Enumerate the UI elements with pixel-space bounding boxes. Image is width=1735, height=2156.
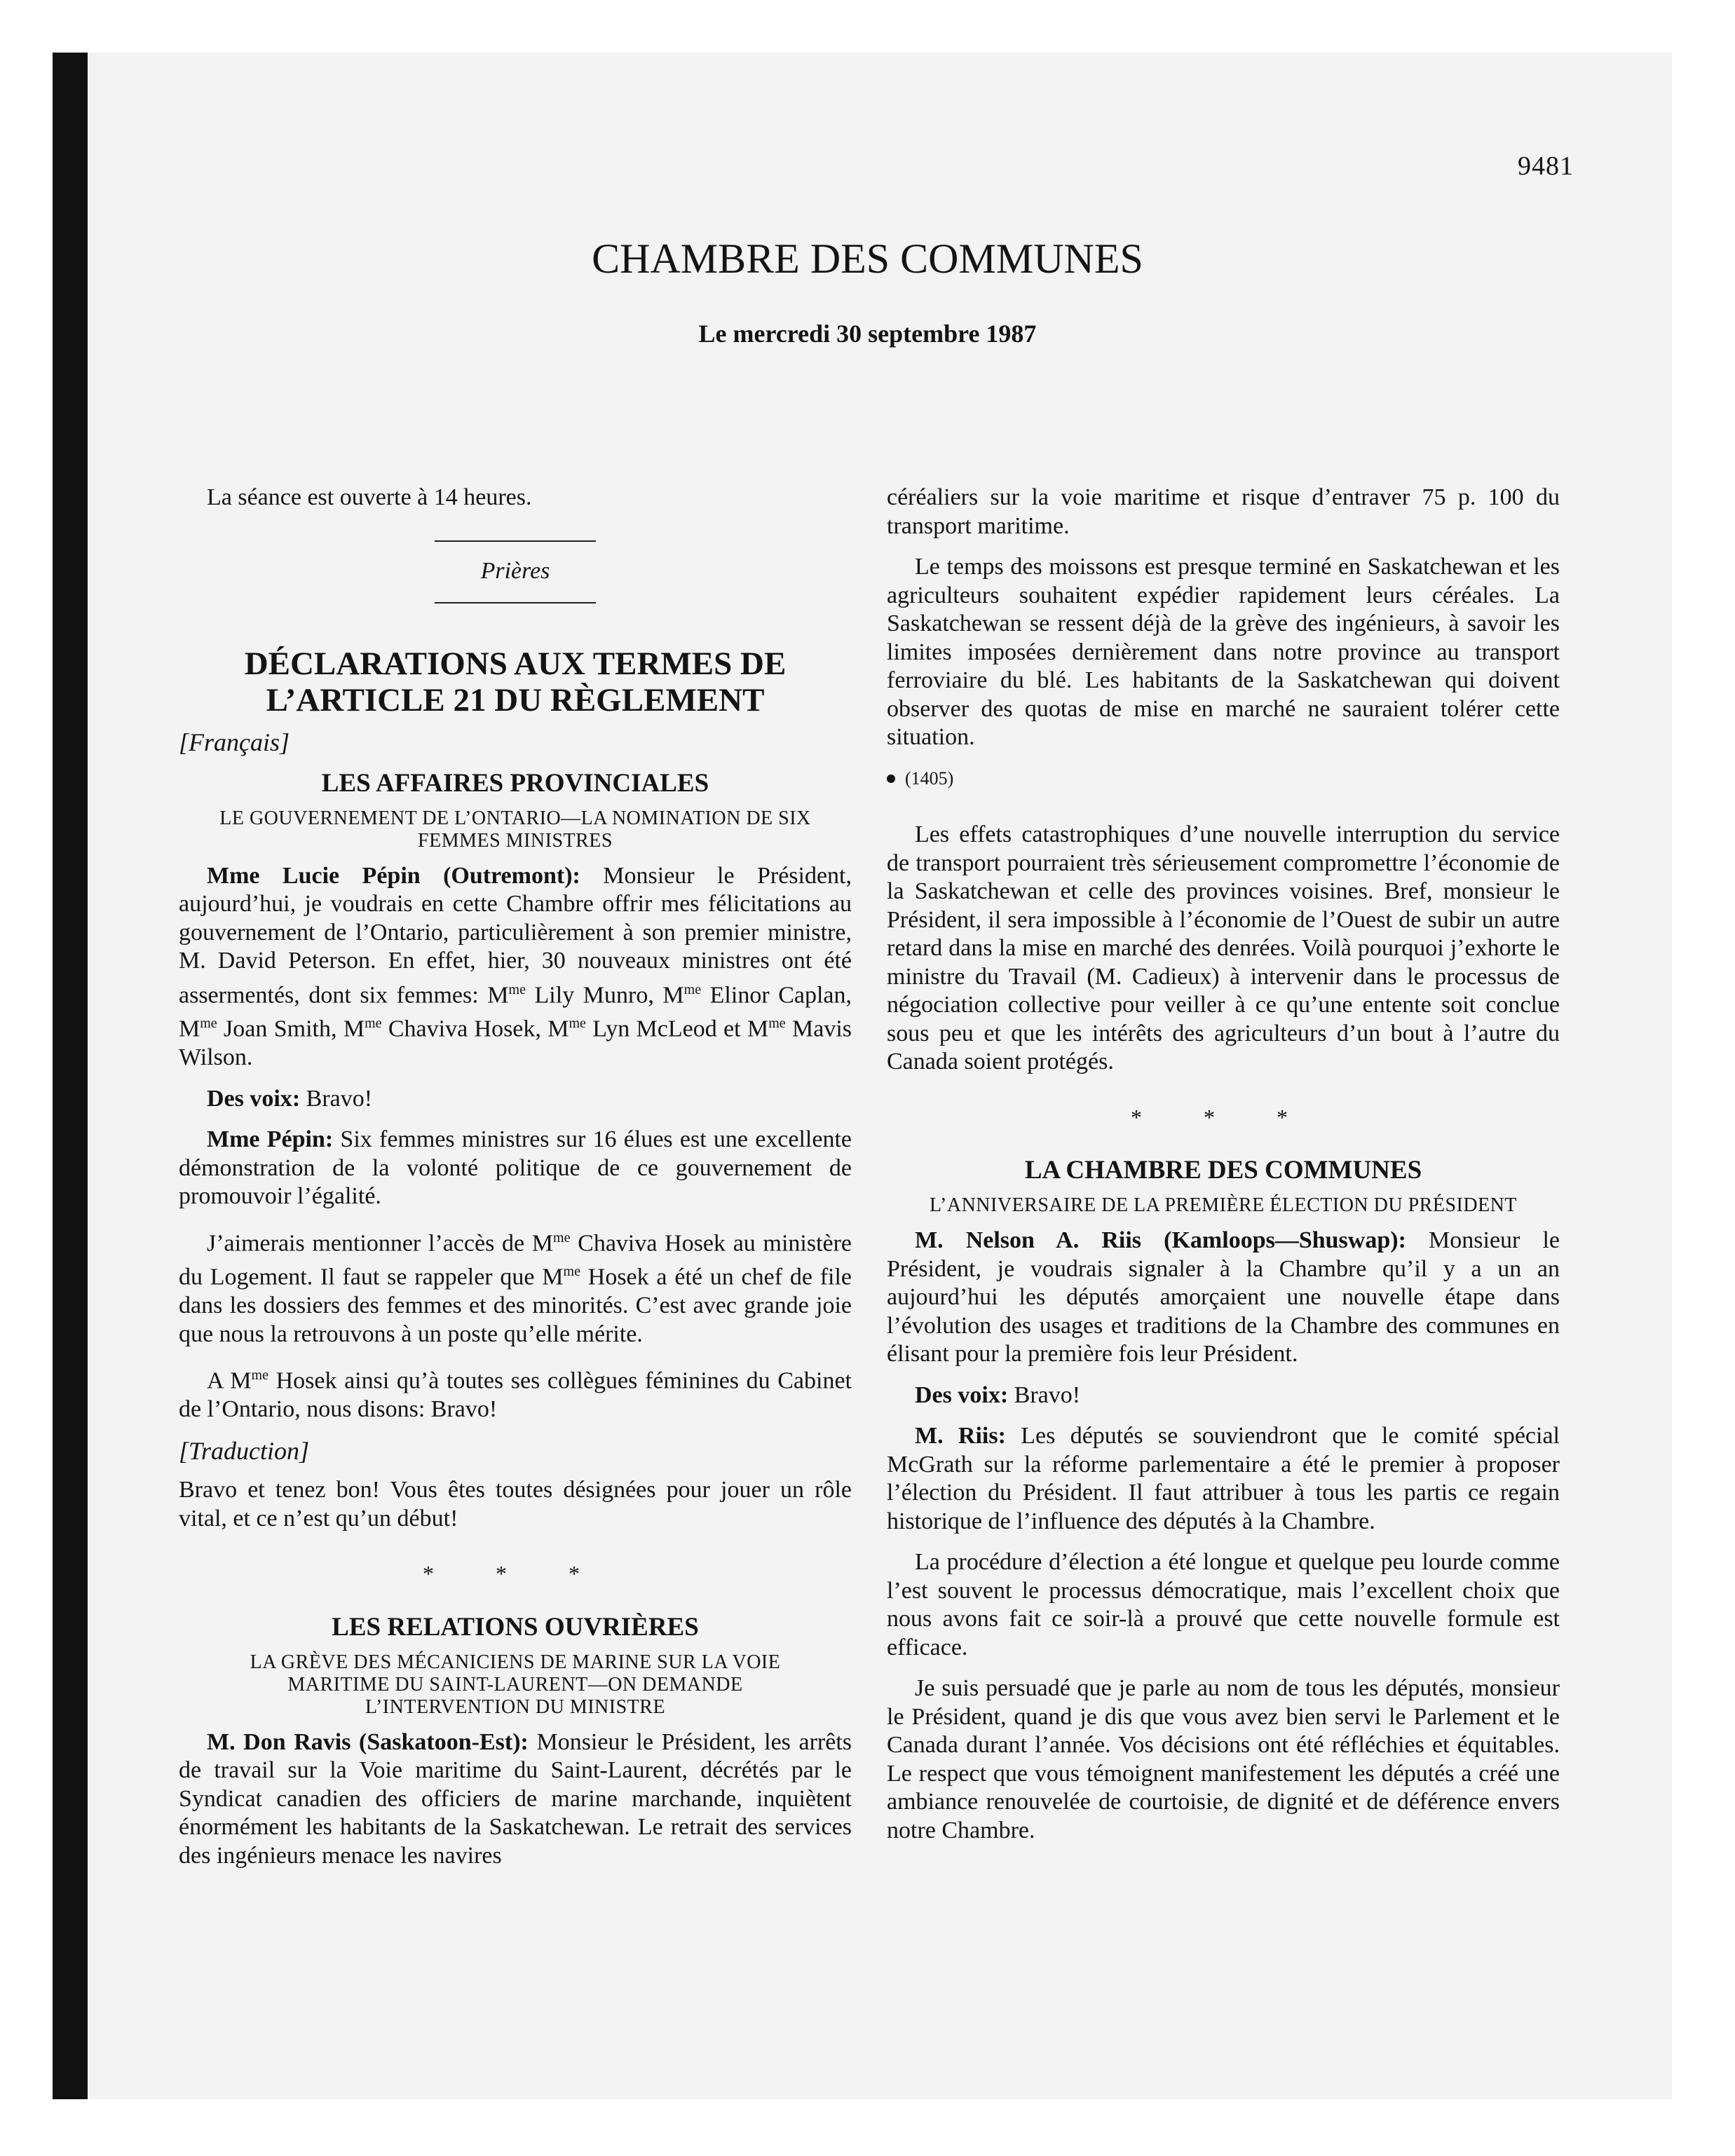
statement-paragraph: Des voix: Bravo!: [915, 1381, 1081, 1408]
statement-paragraph: Bravo et tenez bon! Vous êtes toutes désignées pour jouer un rôle vital, et ce n’est qu’un début!: [179, 1477, 852, 1531]
section-heading: DÉCLARATIONS AUX TERMES DE L’ARTICLE 21 DU RÈGLEMENT: [244, 646, 787, 718]
statement-paragraph: M. Riis: Les députés se souviendront que le comité spécial McGrath sur la réforme parlementaire a été le premier à proposer l’élection du Président. Il faut attribuer à tous les partis ce regain historique de l’influence des députés à la Chambre.: [887, 1423, 1560, 1534]
statement-paragraph: A $M^{me}$ Hosek ainsi qu’à toutes ses collègues féminines du Cabinet de l’Ontario, nous disons: Bravo!: [179, 1367, 852, 1423]
statement-paragraph: Le temps des moissons est presque terminé en Saskatchewan et les agriculteurs souhaitent expédier rapidement leurs céréales. La Saskatchewan se ressent déjà de la grève des ingénieurs, à savoir les limites imposées dernièrement dans notre province au transport ferroviaire du blé. Les habitants de la Saskatchewan qui doivent observer des quotas de mise en marché ne sauraient tolérer cette situation.: [887, 554, 1560, 750]
time-marker: (1405): [887, 765, 1560, 793]
speaker-name: Des voix:: [207, 1085, 301, 1112]
statement-paragraph: céréaliers sur la voie maritime et risque d’entraver 75 p. 100 du transport maritime.: [887, 484, 1560, 539]
divider-rule: [435, 602, 596, 603]
scan-edge-bar: [53, 53, 88, 2099]
topic-heading: LA CHAMBRE DES COMMUNES: [1024, 1156, 1422, 1185]
divider-rule: [435, 540, 596, 542]
topic-subheading: LE GOUVERNEMENT DE L’ONTARIO—LA NOMINATION DE SIX FEMMES MINISTRES: [219, 807, 811, 852]
language-note: [Traduction]: [179, 1436, 310, 1465]
right-column: [887, 484, 1560, 1857]
language-note: [Français]: [179, 728, 290, 756]
statement-paragraph: J’aimerais mentionner l’accès de $M^{me}$ Chaviva Hosek au ministère du Logement. Il faut se rappeler que $M^{me}$ Hosek a été un chef de file dans les dossiers des femmes et des minorités. C’est avec grande joie que nous la retrouvons à un poste qu’elle mérite.: [179, 1229, 852, 1347]
section-separator: * * *: [423, 1561, 608, 1587]
statement-paragraph: M. Nelson A. Riis (Kamloops—Shuswap): Monsieur le Président, je voudrais signaler à la Chambre qu’il y a un an aujourd’hui les députés amorçaient une nouvelle étape dans l’évolution des usages et traditions de la Chambre des communes en élisant pour la première fois leur Président.: [887, 1227, 1560, 1367]
statement-paragraph: Mme Pépin: Six femmes ministres sur 16 élues est une excellente démonstration de la volonté politique de ce gouvernement de promouvoir l’égalité.: [179, 1126, 852, 1210]
opening-line: La séance est ouverte à 14 heures.: [207, 484, 532, 510]
topic-subheading: L’ANNIVERSAIRE DE LA PREMIÈRE ÉLECTION DU PRÉSIDENT: [930, 1194, 1517, 1216]
page-title: CHAMBRE DES COMMUNES: [592, 236, 1143, 282]
topic-heading: LES RELATIONS OUVRIÈRES: [332, 1612, 699, 1642]
left-column: [179, 484, 852, 1883]
topic-subheading: LA GRÈVE DES MÉCANICIENS DE MARINE SUR LA VOIE MARITIME DU SAINT-LAURENT—ON DEMANDE L’INTERVENTION DU MINISTRE: [250, 1651, 781, 1718]
section-separator: * * *: [1131, 1104, 1316, 1130]
speaker-name: Mme Lucie Pépin (Outremont):: [207, 862, 580, 889]
speaker-name: M. Don Ravis (Saskatoon-Est):: [207, 1728, 529, 1755]
statement-paragraph: Les effets catastrophiques d’une nouvelle interruption du service de transport pourraient très sérieusement compromettre l’économie de la Saskatchewan et celle des provinces voisines. Bref, monsieur le Président, il sera impossible à l’économie de l’Ouest de subir un autre retard dans la mise en marché des denrées. Voilà pourquoi j’exhorte le ministre du Travail (M. Cadieux) à intervenir dans le processus de négociation collective pour veiller à ce qu’une entente soit conclue sous peu et que les intérêts des agriculteurs d’un bout à l’autre du Canada soient protégés.: [887, 821, 1560, 1074]
speaker-name: Mme Pépin:: [207, 1126, 334, 1153]
speaker-name: M. Nelson A. Riis (Kamloops—Shuswap):: [915, 1227, 1406, 1253]
statement-paragraph: La procédure d’élection a été longue et quelque peu lourde comme l’est souvent le processus démocratique, mais l’excellent choix que nous avons fait ce soir-là a prouvé que cette nouvelle formule est efficace.: [887, 1549, 1560, 1660]
page-number: 9481: [1518, 151, 1574, 181]
statement-paragraph: M. Don Ravis (Saskatoon-Est): Monsieur le Président, les arrêts de travail sur la Voie maritime du Saint-Laurent, décrétés par le Syndicat canadien des officiers de marine marchande, inquiètent énormément les habitants de la Saskatchewan. Le retrait des services des ingénieurs menace les navires: [179, 1728, 852, 1869]
speaker-name: M. Riis:: [915, 1423, 1006, 1449]
topic-heading: LES AFFAIRES PROVINCIALES: [321, 768, 709, 798]
statement-paragraph: Mme Lucie Pépin (Outremont): Monsieur le Président, aujourd’hui, je voudrais en cette Chambre offrir mes félicitations au gouvernement de l’Ontario, particulièrement à son premier ministre, M. David Peterson. En effet, hier, 30 nouveaux ministres ont été assermentés, dont six femmes: $M^{me}$ Lily Munro, $M^{me}$ Elinor Caplan, $M^{me}$ Joan Smith, $M^{me}$ Chaviva Hosek, $M^{me}$ Lyn McLeod et $M^{me}$ Mavis Wilson.: [179, 862, 852, 1071]
speaker-name: Des voix:: [915, 1381, 1009, 1408]
statement-paragraph: Des voix: Bravo!: [207, 1085, 373, 1112]
session-date: Le mercredi 30 septembre 1987: [698, 320, 1037, 348]
bullet-icon: [887, 775, 895, 783]
prayers-label: Prières: [480, 557, 550, 584]
statement-paragraph: Je suis persuadé que je parle au nom de tous les députés, monsieur le Président, quand je dis que vous avez bien servi le Parlement et le Canada durant l’année. Vos décisions ont été réfléchies et équitables. Le respect que vous témoignent manifestement les députés a créé une ambiance renouvelée de courtoisie, de dignité et de déférence envers notre Chambre.: [887, 1675, 1560, 1843]
